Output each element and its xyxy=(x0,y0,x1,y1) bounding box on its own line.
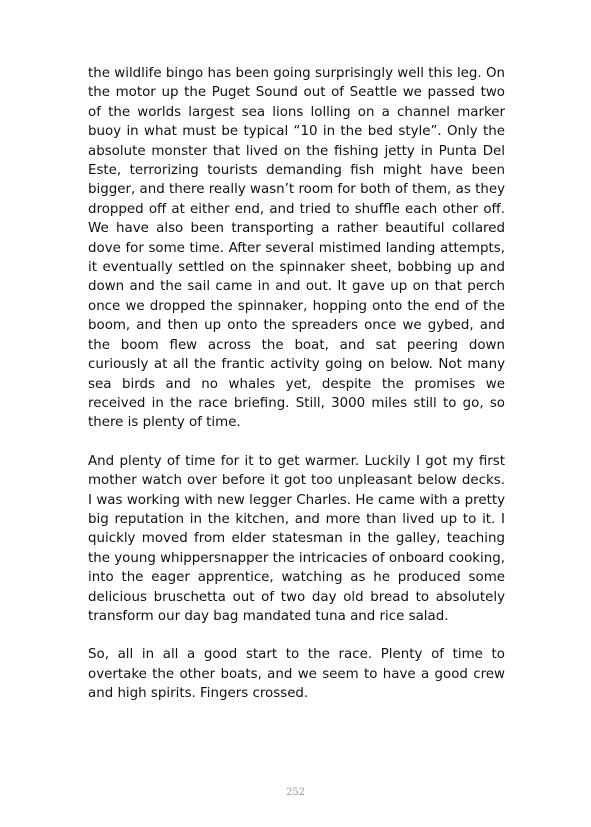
paragraph-conclusion: So, all in all a good start to the race. Plenty of time to overtake the other boats, and we seem to have a good crew and high spirits. Fingers crossed. xyxy=(88,647,505,702)
paragraph-wildlife: the wildlife bingo has been going surprisingly well this leg. On the motor up the Puget Sound out of Seattle we passed two of the worlds largest sea lions lolling on a channel marker buoy in what must be typical “10 in the bed style”. Only the absolute monster that lived on the fishing jetty in Punta Del Este, terrorizing tourists demanding fish might have been bigger, and there really wasn’t room for both of them, as they dropped off at either end, and tried to shuffle each other off. We have also been transporting a rather beautiful collared dove for some time. After several mistimed landing attempts, it eventually settled on the spinnaker sheet, bobbing up and down and the sail came in and out. It gave up on that perch once we dropped the spinnaker, hopping onto the end of the boom, and then up onto the spreaders once we gybed, and the boom flew across the boat, and sat peering down curiously at all the frantic activity going on below. Not many sea birds and no whales yet, despite the promises we received in the race briefing. Still, 3000 miles still to go, so there is plenty of time. xyxy=(88,66,505,431)
paragraph-mother-watch: And plenty of time for it to get warmer. Luckily I got my first mother watch over before it got too unpleasant below decks. I was working with new legger Charles. He came with a pretty big reputation in the kitchen, and more than lived up to it. I quickly moved from elder statesman in the galley, teaching the young whippersnapper the intricacies of onboard cooking, into the eager apprentice, watching as he produced some delicious bruschetta out of two day old bread to absolutely transform our day bag mandated tuna and rice salad. xyxy=(88,453,505,624)
body-text xyxy=(88,64,505,704)
page-number: 252 xyxy=(285,787,306,798)
